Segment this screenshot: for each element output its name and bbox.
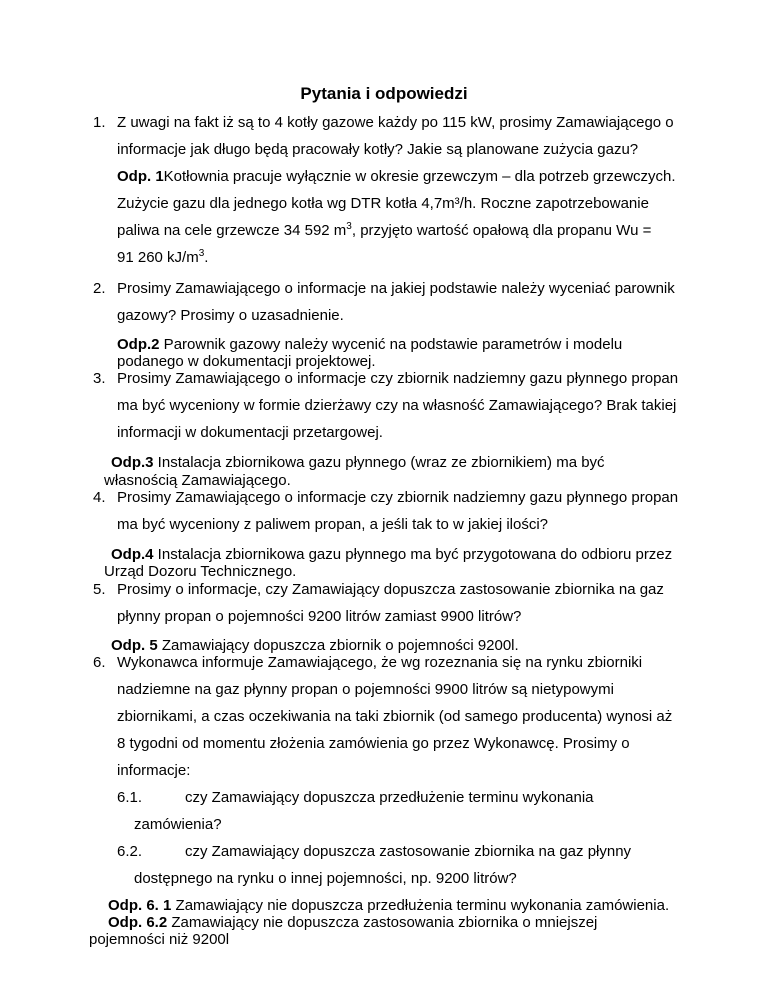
answer-text: , przyjęto wartość opałową dla propanu Wu = (351, 222, 652, 239)
answer-text: Instalacja zbiornikowa gazu płynnego ma być przygotowana do odbioru przez (153, 546, 673, 563)
answer-line (111, 637, 519, 654)
question-text: 8 tygodni od momentu złożenia zamówienia go przez Wykonawcę. Prosimy o (117, 735, 630, 752)
answer-text: Instalacja zbiornikowa gazu płynnego (wraz ze zbiornikiem) ma być (153, 454, 605, 471)
answer-line (111, 454, 605, 471)
answer-text: Zamawiający nie dopuszcza zastosowania zbiornika o mniejszej (167, 914, 598, 931)
answer-label: Odp.3 (111, 454, 154, 471)
answer-label: Odp. 6. 1 (108, 897, 172, 914)
answer-line (108, 914, 597, 931)
answer-line (108, 897, 669, 914)
question-text: zbiornikami, a czas oczekiwania na taki zbiornik (od samego producenta) wynosi aż (117, 708, 673, 725)
answer-text: Zamawiający dopuszcza zbiornik o pojemności 9200l. (157, 637, 519, 654)
subquestion-text: zamówienia? (134, 816, 222, 833)
answer-text: podanego w dokumentacji projektowej. (117, 353, 376, 370)
question-text: Prosimy Zamawiającego o informacje czy zbiornik nadziemny gazu płynnego propan (117, 489, 679, 506)
answer-text: pojemności niż 9200l (89, 931, 230, 948)
question-number: 2. (93, 280, 106, 297)
question-text: Prosimy Zamawiającego o informacje czy zbiornik nadziemny gazu płynnego propan (117, 370, 679, 387)
answer-label: Odp. 5 (111, 637, 158, 654)
answer-line (111, 546, 672, 563)
question-text: informacje jak długo będą pracowały kotły? Jakie są planowane zużycia gazu? (117, 141, 639, 158)
question-text: informacji w dokumentacji przetargowej. (117, 424, 383, 441)
superscript: 3 (346, 221, 352, 232)
answer-text: . (204, 249, 209, 266)
subquestion-text: czy Zamawiający dopuszcza przedłużenie terminu wykonania (185, 789, 594, 806)
question-number: 1. (93, 114, 106, 131)
answer-line (117, 222, 651, 239)
answer-label: Odp.4 (111, 546, 154, 563)
page-title: Pytania i odpowiedzi (300, 84, 468, 103)
question-number: 6. (93, 654, 106, 671)
question-number: 3. (93, 370, 106, 387)
superscript: 3 (198, 248, 205, 259)
answer-label: Odp. 1 (117, 168, 164, 185)
question-text: nadziemne na gaz płynny propan o pojemności 9900 litrów są nietypowymi (117, 681, 614, 698)
question-text: informacje: (117, 762, 191, 779)
question-text: Prosimy Zamawiającego o informacje na jakiej podstawie należy wyceniać parownik (117, 280, 675, 297)
answer-line (117, 168, 676, 185)
answer-text: Parownik gazowy należy wycenić na podstawie parametrów i modelu (159, 336, 623, 353)
question-text: Z uwagi na fakt iż są to 4 kotły gazowe każdy po 115 kW, prosimy Zamawiającego o (117, 114, 674, 131)
answer-text: paliwa na cele grzewcze 34 592 m (117, 222, 347, 239)
subquestion-text: czy Zamawiający dopuszcza zastosowanie zbiornika na gaz płynny (185, 843, 632, 860)
answer-line (117, 249, 208, 266)
answer-label: Odp.2 (117, 336, 160, 353)
answer-line (117, 336, 622, 353)
question-text: płynny propan o pojemności 9200 litrów zamiast 9900 litrów? (117, 608, 522, 625)
subquestion-number: 6.2. (117, 843, 143, 860)
question-text: gazowy? Prosimy o uzasadnienie. (117, 307, 344, 324)
subquestion-number: 6.1. (117, 789, 143, 806)
answer-text: 91 260 kJ/m (117, 249, 199, 266)
question-number: 5. (93, 581, 106, 598)
question-text: Wykonawca informuje Zamawiającego, że wg rozeznania się na rynku zbiorniki (117, 654, 643, 671)
answer-text: Zamawiający nie dopuszcza przedłużenia terminu wykonania zamówienia. (171, 897, 670, 914)
question-text: Prosimy o informacje, czy Zamawiający dopuszcza zastosowanie zbiornika na gaz (117, 581, 664, 598)
answer-text: Kotłownia pracuje wyłącznie w okresie grzewczym – dla potrzeb grzewczych. (163, 168, 676, 185)
answer-text: Urząd Dozoru Technicznego. (104, 563, 297, 580)
question-number: 4. (93, 489, 106, 506)
question-text: ma być wyceniony w formie dzierżawy czy na własność Zamawiającego? Brak takiej (117, 397, 677, 414)
answer-label: Odp. 6.2 (108, 914, 168, 931)
answer-text: Zużycie gazu dla jednego kotła wg DTR kotła 4,7m³/h. Roczne zapotrzebowanie (117, 195, 649, 212)
answer-text: własnością Zamawiającego. (104, 472, 291, 489)
subquestion-text: dostępnego na rynku o innej pojemności, np. 9200 litrów? (134, 870, 517, 887)
question-text: ma być wyceniony z paliwem propan, a jeśli tak to w jakiej ilości? (117, 516, 549, 533)
